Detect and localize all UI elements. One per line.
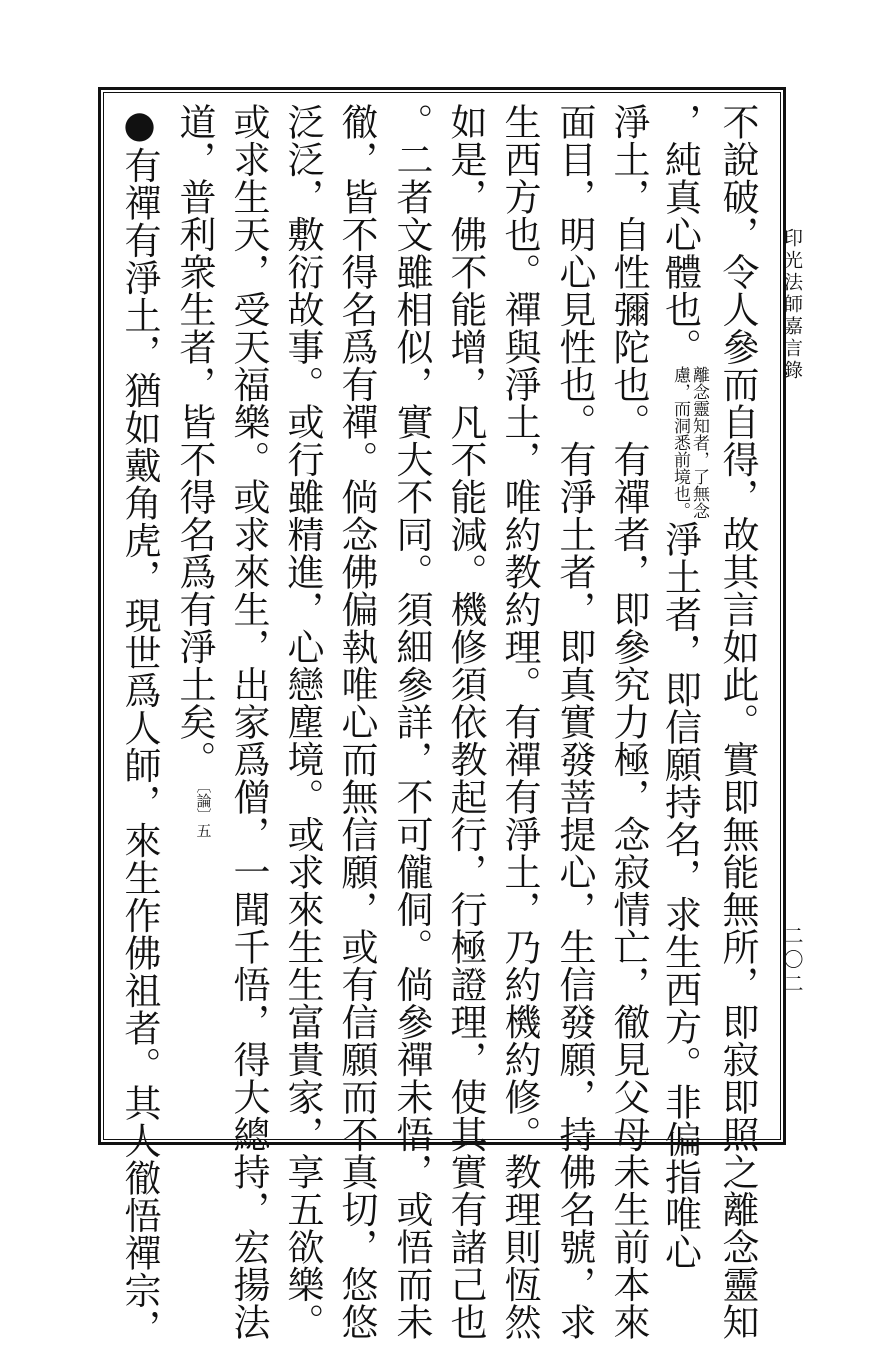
text-column-1: 不說破，令人參而自得，故其言如此。實即無能無所，即寂即照之離念靈知 [716,103,759,1341]
column-11-text: 道，普利衆生者，皆不得名爲有淨土矣。 [173,103,216,778]
column-2-text-a: ，純真心體也。 [658,103,702,366]
text-column-2 [656,103,709,1271]
book-title: 印光法師嘉言錄 [781,228,803,382]
text-column-12: ●有禪有淨土，猶如戴角虎，現世爲人師，來生作佛祖者。其人徹悟禪宗， [118,103,161,1347]
page-number: 二〇二 [780,925,804,997]
text-column-5: 生西方也。禪與淨土，唯約教約理。有禪有淨土，乃約機約修。教理則恆然 [498,103,541,1341]
text-column-11 [168,103,220,1133]
text-column-6: 如是，佛不能增，凡不能減。機修須依教起行，行極證理，使其實有諸己也 [444,103,487,1341]
text-column-7: 。二者文雖相似，實大不同。須細參詳，不可儱侗。倘參禪未悟，或悟而未 [390,103,433,1341]
text-column-8: 徹，皆不得名爲有禪。倘念佛偏執唯心而無信願，或有信願而不真切，悠悠 [335,103,378,1341]
text-column-4: 面目，明心見性也。有淨土者，即真實發菩提心，生信發願，持佛名號，求 [553,103,596,1341]
annotation-note: 離念靈知者，了無念慮，而洞悉前境也。 [670,365,709,519]
column-2-text-b: 淨土者，即信願持名，求生西方。非偏指唯心 [658,520,702,1271]
source-note: 〔論〕五 [194,778,213,838]
text-column-9: 泛泛，敷衍故事。或行雖精進，心戀塵境。或求來生生富貴家，享五欲樂。 [281,103,324,1341]
text-column-10: 或求生天，受天福樂。或求來生，出家爲僧，一聞千悟，得大總持，宏揚法 [227,103,270,1341]
text-column-3: 淨土，自性彌陀也。有禪者，即參究力極，念寂情亡，徹見父母未生前本來 [607,103,650,1341]
